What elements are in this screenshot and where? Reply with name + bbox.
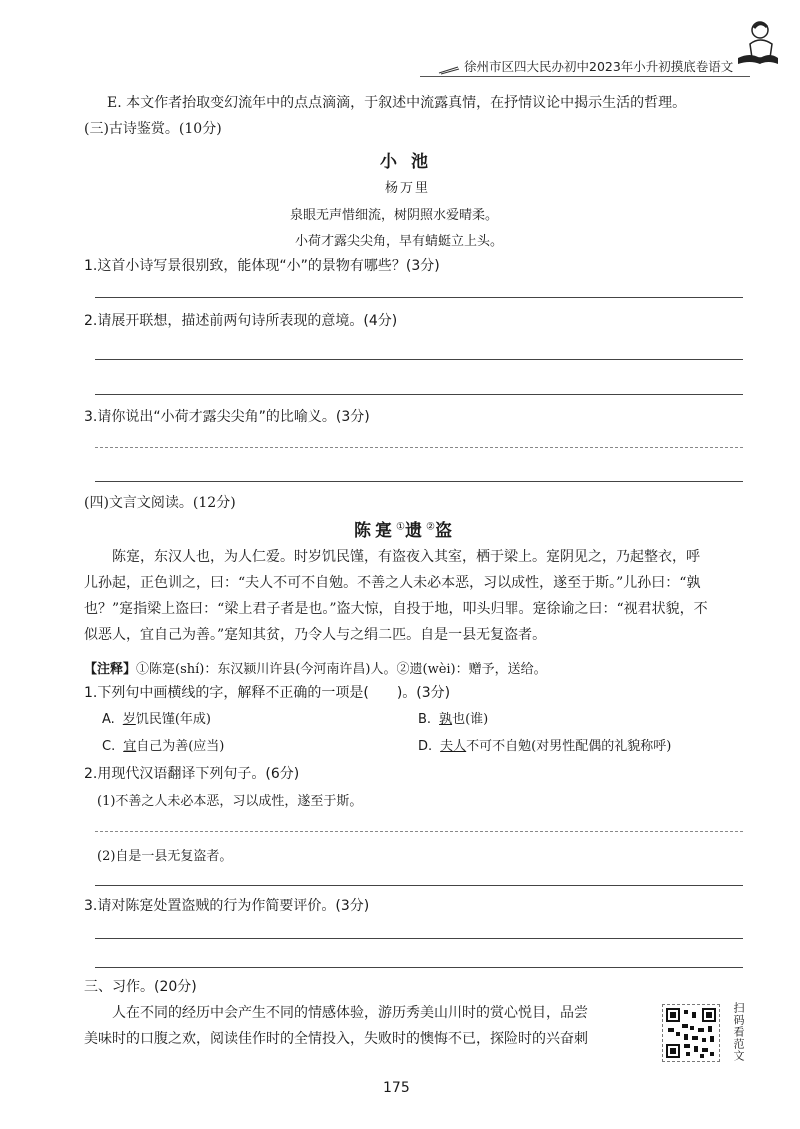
- poem-author: 杨万里: [385, 181, 431, 196]
- header-rule: [420, 76, 750, 77]
- option-d: [418, 735, 671, 754]
- annotation-text: ①陈寔(shí)：东汉颍川许县(今河南许昌)人。②遗(wèi)：赠予，送给。: [136, 662, 547, 677]
- classical-question-2: 2.用现代汉语翻译下列句子。(6分): [84, 766, 300, 782]
- underlined-word: 孰: [439, 712, 453, 727]
- option-label: C.: [102, 739, 116, 754]
- qr-code[interactable]: [662, 1004, 720, 1062]
- answer-line[interactable]: [95, 967, 743, 968]
- poem-question-1: 1.这首小诗写景很别致，能体现“小”的景物有哪些？(3分): [84, 258, 440, 274]
- passage-line: 也？”寔指梁上盗曰：“梁上君子者是也。”盗大惊，自投于地，叩头归罪。寔徐谕之曰：“视君状貌，不: [84, 601, 708, 617]
- answer-line[interactable]: [95, 938, 743, 939]
- classical-question-2-sub-1: (1)不善之人未必本恶，习以成性，遂至于斯。: [97, 794, 363, 809]
- passage-line: 儿孙起，正色训之，曰：“夫人不可不自勉。不善之人未必本恶，习以成性，遂至于斯。”儿孙曰：“孰: [84, 575, 701, 591]
- answer-line[interactable]: [95, 447, 743, 448]
- classical-question-2-sub-2: (2)自是一县无复盗者。: [97, 849, 233, 864]
- poem-question-2: 2.请展开联想，描述前两句诗所表现的意境。(4分): [84, 313, 398, 329]
- underlined-word: 岁: [122, 712, 136, 727]
- classical-title-part-2: 遗: [404, 521, 426, 541]
- classical-question-1: 1.下列句中画横线的字，解释不正确的一项是( )。(3分): [84, 685, 451, 701]
- header-book-title: 徐州市区四大民办初中2023年小升初摸底卷语文: [464, 59, 734, 74]
- option-text: 不可不自勉(对男性配偶的礼貌称呼): [466, 739, 672, 754]
- option-label: B.: [418, 712, 432, 727]
- option-label: A.: [102, 712, 115, 727]
- option-label: D.: [418, 739, 433, 754]
- answer-line[interactable]: [95, 394, 743, 395]
- composition-prompt-line: 美味时的口腹之欢，阅读佳作时的全情投入，失败时的懊悔不已，探险时的兴奋刺: [84, 1031, 588, 1047]
- poem-title: 小池: [380, 152, 442, 172]
- passage-line: 陈寔，东汉人也，为人仁爱。时岁饥民馑，有盗夜入其室，栖于梁上。寔阴见之，乃起整衣，呼: [112, 549, 700, 565]
- annotation-label: 【注释】: [84, 662, 137, 677]
- underlined-word: 宜: [123, 739, 137, 754]
- poem-line-1: 泉眼无声惜细流，树阴照水爱晴柔。: [290, 208, 499, 223]
- passage-line: 似恶人，宜自己为善。”寔知其贫，乃令人与之绢二匹。自是一县无复盗者。: [84, 627, 547, 643]
- answer-line[interactable]: [95, 359, 743, 360]
- poem-section-heading: (三)古诗鉴赏。(10分): [84, 121, 222, 137]
- option-text: 自己为善(应当): [136, 739, 225, 754]
- option-text: 饥民馑(年成): [135, 712, 211, 727]
- qr-caption: 扫码看范文: [732, 1002, 745, 1062]
- underlined-word: 夫人: [440, 739, 467, 754]
- composition-prompt: [84, 1000, 654, 1052]
- annotation: [84, 658, 547, 677]
- footnote-marker-2: ②: [425, 521, 435, 533]
- header-pen-icon: [438, 60, 460, 70]
- classical-section-heading: (四)文言文阅读。(12分): [84, 495, 236, 511]
- classical-title-part-1: 陈寔: [354, 521, 396, 541]
- composition-heading: 三、习作。(20分): [84, 979, 197, 995]
- footnote-marker-1: ①: [396, 521, 405, 533]
- poem-question-3: 3.请你说出“小荷才露尖尖角”的比喻义。(3分): [84, 409, 370, 425]
- poem-line-2: 小荷才露尖尖角，早有蜻蜓立上头。: [295, 234, 504, 249]
- classical-title: [354, 516, 456, 541]
- option-b: [418, 708, 488, 727]
- classical-title-part-3: 盗: [434, 521, 456, 541]
- option-a: [102, 708, 211, 727]
- page-number: 175: [383, 1080, 410, 1096]
- option-text: 也(谁): [452, 712, 489, 727]
- composition-prompt-line: 人在不同的经历中会产生不同的情感体验，游历秀美山川时的赏心悦目，品尝: [112, 1005, 588, 1021]
- option-c: [102, 735, 224, 754]
- header-logo: [730, 18, 780, 70]
- answer-line[interactable]: [95, 297, 743, 298]
- answer-line[interactable]: [95, 481, 743, 482]
- classical-passage: [84, 544, 754, 648]
- classical-question-3: 3.请对陈寔处置盗贼的行为作简要评价。(3分): [84, 898, 370, 914]
- answer-line[interactable]: [95, 831, 743, 832]
- option-e: E. 本文作者抬取变幻流年中的点点滴滴，于叙述中流露真情，在抒情议论中揭示生活的哲理。: [107, 95, 687, 111]
- answer-line[interactable]: [95, 885, 743, 886]
